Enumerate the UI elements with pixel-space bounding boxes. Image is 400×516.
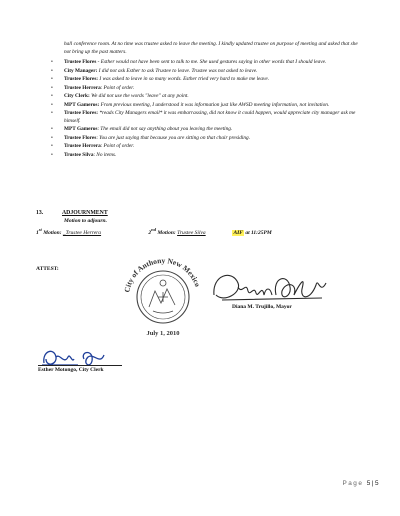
speaker-name: Trustee Flores: bbox=[64, 76, 99, 83]
speaker-separator: : bbox=[97, 126, 101, 133]
bullet-icon: • bbox=[51, 151, 53, 158]
svg-text:July 1, 2010: July 1, 2010 bbox=[146, 330, 180, 337]
statement-text: I did not ask Esther to ask Trustee to leave. Trustee was not asked to leave. bbox=[98, 67, 258, 74]
first-motion-value: _Trustee Herrera bbox=[62, 229, 102, 236]
statement-text: Point of order. bbox=[103, 84, 135, 91]
speaker-name: Trustee Flores bbox=[64, 134, 97, 141]
section-title: ADJOURNMENT bbox=[62, 210, 108, 216]
motion-row bbox=[36, 227, 272, 236]
discussion-item bbox=[50, 135, 368, 143]
second-motion-label: 2nd Motion: bbox=[148, 227, 176, 236]
discussion-item bbox=[50, 110, 368, 125]
bullet-icon: • bbox=[51, 134, 53, 141]
speaker-name: Trustee Flores bbox=[64, 59, 97, 65]
discussion-item bbox=[50, 102, 368, 110]
speaker-name: City Manager: bbox=[64, 67, 98, 74]
adjournment-section-heading bbox=[36, 210, 108, 216]
statement-text: I was asked to leave in so many words. Esther tried very hard to make me leave. bbox=[99, 76, 270, 83]
speaker-separator: : bbox=[93, 151, 97, 158]
clerk-name: Esther Motongo, City Clerk bbox=[38, 367, 104, 373]
bullet-icon: • bbox=[51, 101, 53, 108]
clerk-signature-line bbox=[38, 365, 122, 366]
discussion-list bbox=[50, 59, 368, 160]
bullet-icon: • bbox=[51, 59, 53, 65]
speaker-name: Trustee Silva bbox=[64, 151, 94, 158]
mayor-name: Diana M. Trujillo, Mayor bbox=[232, 304, 292, 310]
statement-text: *reads City Managers email* it was embarrassing, did not know it could happen, would appreciate city manager ask me himself. bbox=[64, 110, 356, 124]
speaker-name: MPT Gameros bbox=[64, 126, 98, 133]
speaker-name: Trustee Flores: bbox=[64, 110, 99, 117]
page-label: Page bbox=[342, 480, 364, 487]
second-motion-value: Trustee Silva bbox=[177, 229, 206, 236]
bullet-icon: • bbox=[51, 67, 53, 74]
discussion-item bbox=[50, 76, 368, 84]
bullet-icon: • bbox=[51, 93, 53, 100]
speaker-name: City Clerk: bbox=[64, 93, 90, 100]
statement-text: No items. bbox=[96, 151, 117, 158]
city-seal-stamp bbox=[113, 245, 213, 345]
motion-result-highlight: AIF bbox=[233, 229, 243, 236]
speaker-separator: - bbox=[96, 59, 101, 65]
statement-text: Point of order. bbox=[103, 143, 135, 150]
speaker-separator: : bbox=[96, 134, 100, 141]
discussion-item bbox=[50, 85, 368, 93]
speaker-separator: : bbox=[100, 143, 104, 150]
intro-paragraph: hall conference room. At no time was trustee asked to leave the meeting. I kindly updated trustee on purpose of meeting and asked that she not bring up the past matters. bbox=[64, 41, 358, 55]
bullet-icon: • bbox=[51, 126, 53, 133]
page-footer: Page 5|5 bbox=[342, 480, 380, 487]
discussion-item bbox=[50, 143, 368, 151]
page-total: 5 bbox=[374, 480, 380, 487]
discussion-item bbox=[50, 93, 368, 101]
bullet-icon: • bbox=[51, 84, 53, 91]
speaker-name: MPT Gameros: bbox=[64, 101, 100, 108]
statement-text: The email did not say anything about you leaving the meeting. bbox=[100, 126, 233, 133]
attest-label: ATTEST: bbox=[36, 266, 59, 272]
bullet-icon: • bbox=[51, 76, 53, 83]
bullet-icon: • bbox=[51, 110, 53, 117]
discussion-item bbox=[50, 59, 368, 67]
discussion-item bbox=[50, 126, 368, 134]
discussion-item bbox=[50, 152, 368, 160]
adjourn-time: at 11:25PM bbox=[245, 229, 272, 236]
page-current: 5 bbox=[366, 480, 372, 487]
speaker-separator: : bbox=[100, 84, 104, 91]
first-motion-label: 1st Motion: bbox=[36, 227, 62, 236]
bullet-icon: • bbox=[51, 143, 53, 150]
speaker-name: Trustee Herrera bbox=[64, 84, 101, 91]
svg-text:City of Anthony New Mexico: City of Anthony New Mexico bbox=[122, 255, 203, 294]
statement-text: You are just saying that because you are sitting on that chair presiding. bbox=[99, 134, 251, 141]
statement-text: We did not use the words "leave" at any point. bbox=[91, 93, 189, 100]
statement-text: Esther would not have been sent to talk to me. She used gestures saying in other words that I should leave. bbox=[100, 59, 327, 65]
statement-text: From previous meeting, I understood it was information just like AWSD meeting information, not invitation. bbox=[100, 101, 330, 108]
section-number: 13. bbox=[36, 210, 44, 216]
speaker-name: Trustee Herrera bbox=[64, 143, 101, 150]
discussion-item bbox=[50, 68, 368, 76]
motion-heading: Motion to adjourn. bbox=[64, 218, 107, 224]
